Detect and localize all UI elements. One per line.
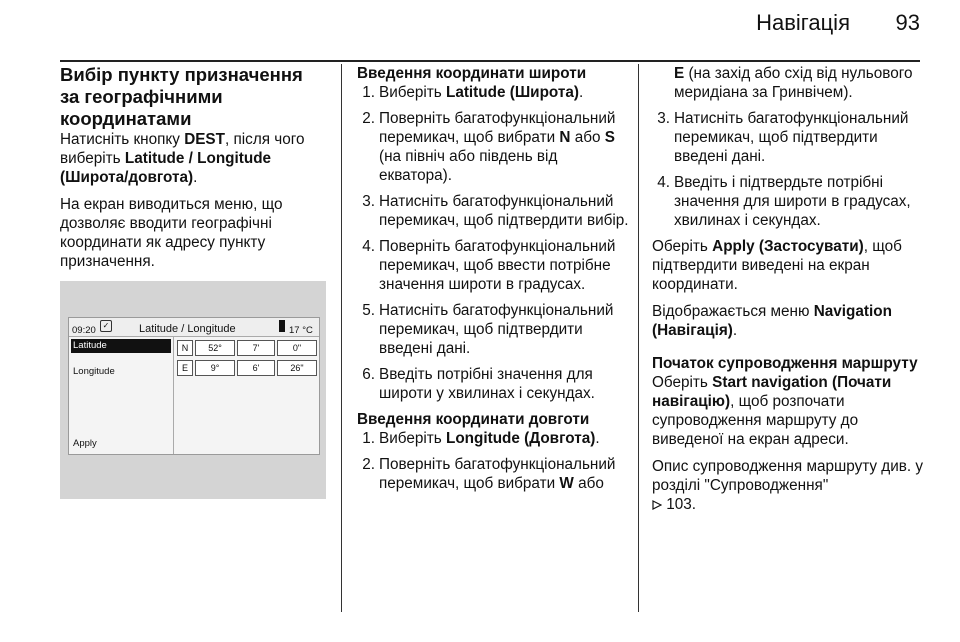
latitude-item[interactable]: Latitude	[71, 339, 171, 353]
lat-sec-cell[interactable]: 0"	[277, 340, 317, 356]
paragraph	[652, 457, 924, 514]
text: Оберіть	[652, 238, 713, 255]
paragraph: На екран виводиться меню, що дозволяє вводити географічні координати як адресу пункту призначення.	[60, 196, 283, 270]
list-item	[357, 365, 629, 403]
screen-title: Latitude / Longitude	[139, 323, 236, 335]
direction-n: N	[559, 129, 571, 146]
page-reference-icon	[652, 500, 662, 510]
text: .	[595, 430, 600, 447]
menu-item-ref: Longitude (Довгота)	[445, 430, 596, 447]
step-number: 5.	[362, 302, 375, 319]
longitude-steps-cont	[652, 109, 924, 230]
page-title: Навігація	[756, 10, 850, 35]
text: , після чого виберіть	[60, 131, 305, 167]
list-item	[357, 109, 629, 185]
list-item	[357, 237, 629, 294]
apply-item[interactable]: Apply	[73, 438, 97, 449]
text: Введіть і підтвердьте потрібні значення для широти в градусах, хвилинах і секундах.	[674, 174, 911, 229]
step-number: 3.	[362, 193, 375, 210]
text: Поверніть багатофункціональний перемикач, щоб вибрати	[379, 110, 616, 146]
direction-e: E	[674, 65, 685, 82]
text: (на захід або схід від нульового меридіана за Гринвічем).	[674, 65, 913, 101]
subsection-heading: Введення координати широти	[357, 65, 587, 82]
check-icon: ✓	[100, 320, 112, 332]
text: Натисніть багатофункціональний перемикач, щоб підтвердити введені дані.	[379, 302, 614, 357]
direction-s: S	[604, 129, 615, 146]
status-bar	[69, 318, 319, 337]
step-number: 1.	[362, 430, 375, 447]
lat-deg-cell[interactable]: 52°	[195, 340, 235, 356]
subsection-heading: Початок супроводження маршруту	[652, 355, 918, 372]
list-item	[357, 83, 629, 102]
text: Поверніть багатофункціональний перемикач, щоб ввести потрібне значення широти в градусах.	[379, 238, 616, 293]
display-screen	[68, 317, 320, 455]
text: .	[193, 169, 198, 186]
list-item	[357, 455, 629, 493]
paragraph	[652, 237, 924, 294]
menu-item-ref: Latitude / Longitude (Широта/довгота)	[60, 150, 272, 186]
list-item	[357, 429, 629, 448]
lon-deg-cell[interactable]: 9°	[195, 360, 235, 376]
step-number: 6.	[362, 366, 375, 383]
text: Натисніть кнопку	[60, 131, 185, 148]
list-item	[357, 192, 629, 230]
text: Поверніть багатофункціональний перемикач, щоб вибрати	[379, 456, 616, 492]
step-number: 4.	[657, 174, 670, 191]
list-item	[652, 109, 924, 166]
text: (на північ або південь від екватора).	[379, 148, 558, 184]
menu-item-ref: Start navigation (Почати навігацію)	[652, 374, 892, 410]
menu-item-ref: Navigation (Навігація)	[652, 303, 892, 339]
text: , щоб розпочати супроводження маршруту до виведеної на екран адреси.	[652, 393, 859, 448]
menu-item-ref: Apply (Застосувати)	[712, 238, 864, 255]
step-number: 4.	[362, 238, 375, 255]
column-3	[652, 64, 924, 522]
list-item	[652, 173, 924, 230]
text: Відображається меню	[652, 303, 814, 320]
direction-w: W	[559, 475, 574, 492]
screen-divider	[173, 337, 174, 454]
text: або	[573, 475, 604, 492]
lon-min-cell[interactable]: 6'	[237, 360, 275, 376]
step-number: 3.	[657, 110, 670, 127]
step-number: 1.	[362, 84, 375, 101]
latitude-steps	[357, 83, 629, 403]
text: Виберіть	[379, 84, 446, 101]
header-rule	[60, 60, 920, 62]
text: , щоб підтвердити виведені на екран координати.	[652, 238, 902, 293]
clock: 09:20	[72, 325, 96, 336]
dest-key: DEST	[184, 131, 225, 148]
menu-item-ref: Latitude (Широта)	[445, 84, 579, 101]
text: Натисніть багатофункціональний перемикач, щоб підтвердити введені дані.	[674, 110, 909, 165]
subsection-heading: Введення координати довготи	[357, 411, 590, 428]
paragraph	[652, 373, 924, 449]
lat-dir-cell[interactable]: N	[177, 340, 193, 356]
text: Виберіть	[379, 430, 446, 447]
paragraph	[60, 130, 326, 187]
page-reference[interactable]: 103.	[666, 496, 697, 513]
lon-dir-cell[interactable]: E	[177, 360, 193, 376]
list-item	[357, 301, 629, 358]
column-2	[357, 64, 629, 500]
thermometer-icon	[279, 320, 285, 332]
list-item-continued	[652, 64, 924, 102]
step-number: 2.	[362, 110, 375, 127]
text: Натисніть багатофункціональний перемикач, щоб підтвердити вибір.	[379, 193, 629, 229]
column-divider	[341, 64, 342, 612]
paragraph	[652, 302, 924, 340]
text: Оберіть	[652, 374, 713, 391]
text: Введіть потрібні значення для широти у хвилинах і секундах.	[379, 366, 595, 402]
step-number: 2.	[362, 456, 375, 473]
page-number: 93	[895, 10, 920, 35]
text: .	[579, 84, 584, 101]
lon-sec-cell[interactable]: 26"	[277, 360, 317, 376]
screen-illustration	[60, 281, 326, 499]
text: Опис супроводження маршруту див. у розділі "Супроводження"	[652, 458, 924, 494]
longitude-item[interactable]: Longitude	[73, 366, 115, 377]
text: .	[732, 322, 738, 339]
column-divider	[638, 64, 639, 612]
longitude-steps	[357, 429, 629, 493]
lat-min-cell[interactable]: 7'	[237, 340, 275, 356]
text: або	[570, 129, 605, 146]
column-1	[60, 64, 326, 499]
temperature: 17 °C	[289, 325, 313, 336]
section-heading: Вибір пункту призначення за географічними координатами	[60, 64, 303, 129]
